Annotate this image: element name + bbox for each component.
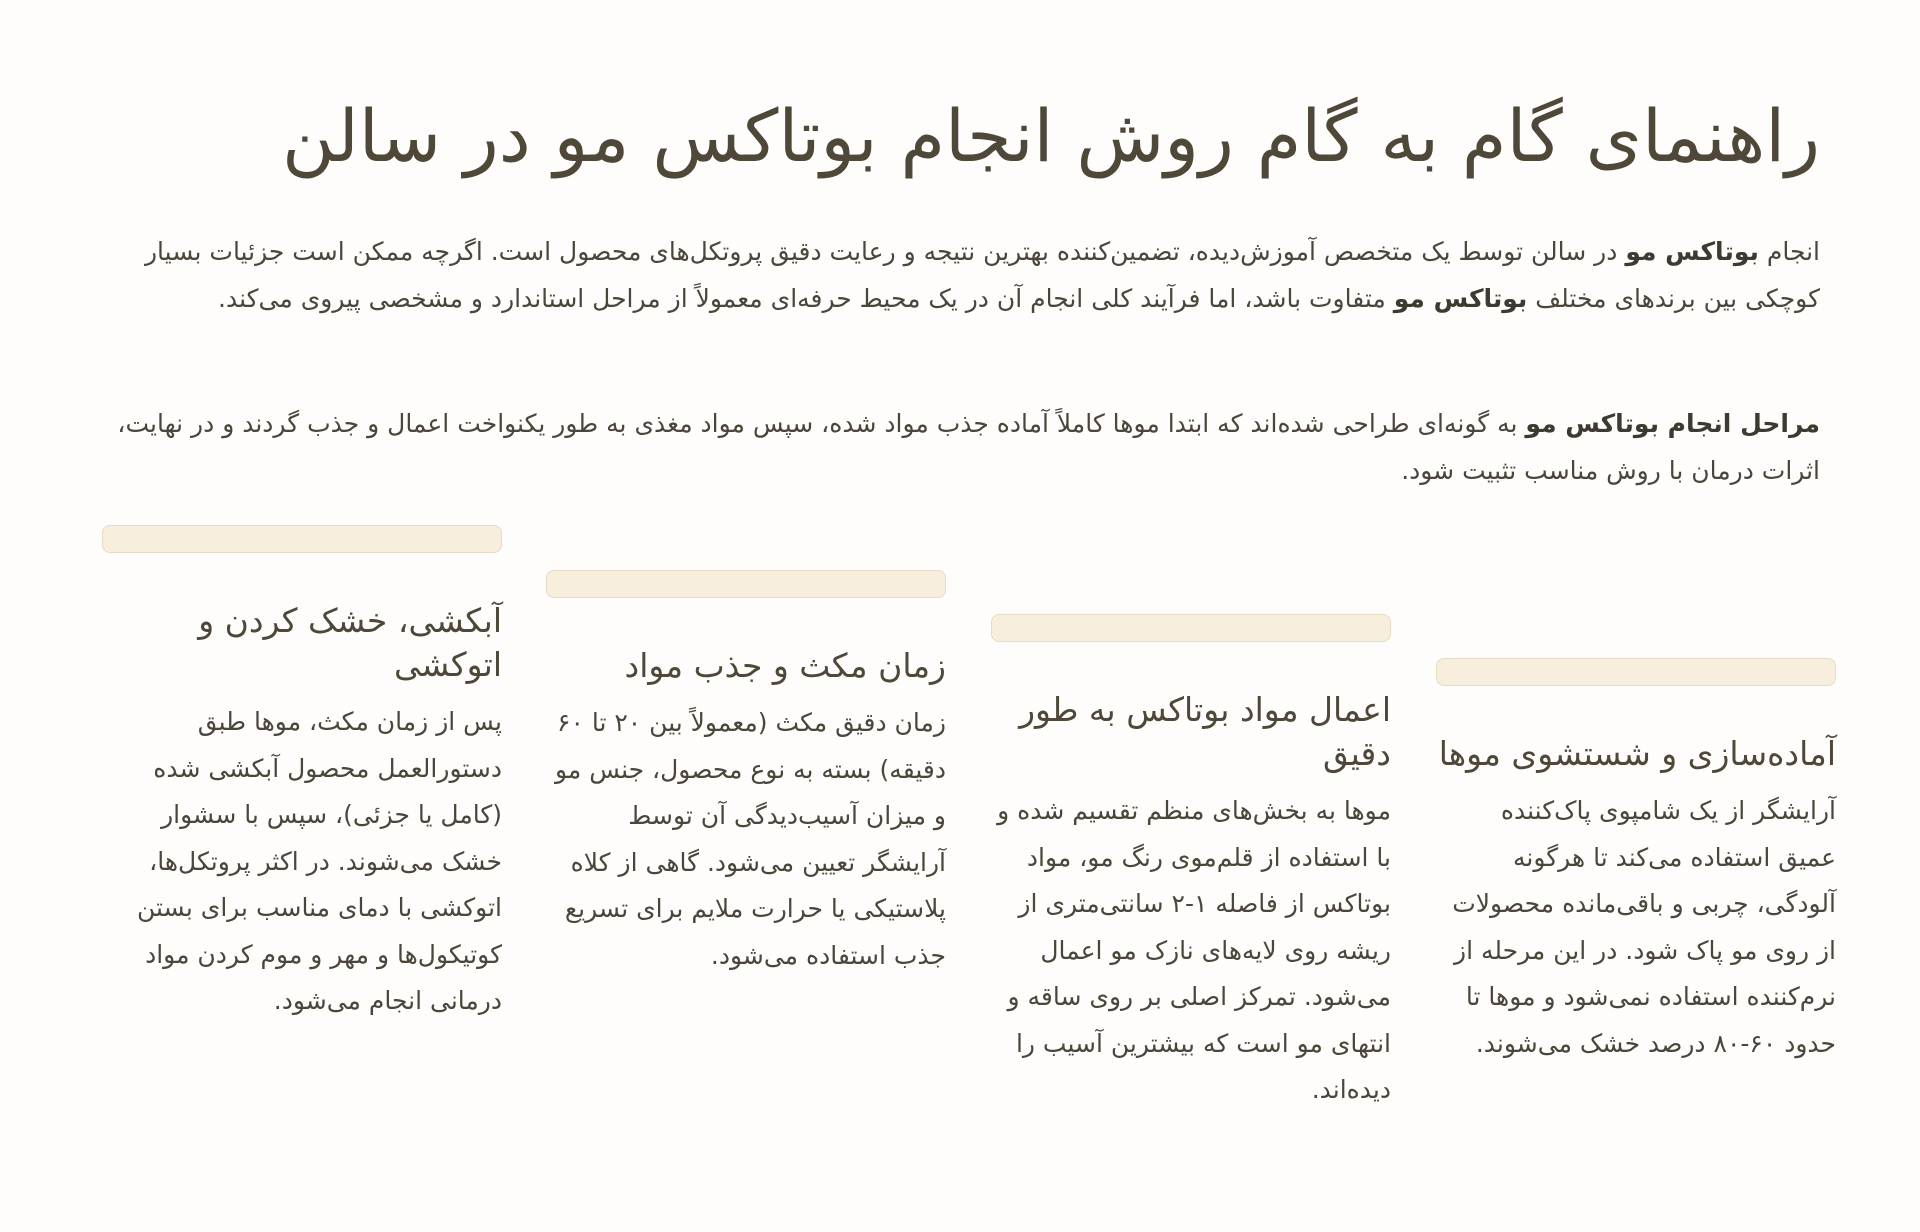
step-progress-bar [102,525,502,553]
step-description: آرایشگر از یک شامپوی پاک‌کننده عمیق استفاده می‌کند تا هرگونه آلودگی، چربی و باقی‌مانده محصولات از روی مو پاک شود. در این مرحله از نرم‌کننده استفاده نمی‌شود و موها تا حدود ۶۰-۸۰ درصد خشک می‌شوند. [1452,796,1836,1058]
intro-paragraph-2 [100,400,1820,494]
step-title: اعمال مواد بوتاکس به طور دقیق [1019,690,1391,773]
intro-paragraph-1 [100,228,1820,322]
page-title: راهنمای گام به گام روش انجام بوتاکس مو در سالن [282,94,1820,178]
step-card-1 [1436,658,1836,1067]
step-title: زمان مکث و جذب مواد [624,646,946,685]
intro-keyword: بوتاکس مو [1393,284,1528,313]
step-title: آبکشی، خشک کردن و اتوکشی [198,601,502,684]
intro-text: متفاوت باشد، اما فرآیند کلی انجام آن در یک محیط حرفه‌ای معمولاً از مراحل استاندارد و مشخصی پیروی می‌کند. [218,284,1394,313]
step-card-4 [102,525,502,1025]
intro-keyword: بوتاکس مو [1625,237,1759,266]
step-progress-bar [546,570,946,598]
step-description: زمان دقیق مکث (معمولاً بین ۲۰ تا ۶۰ دقیقه) بسته به نوع محصول، جنس مو و میزان آسیب‌دیدگی آن توسط آرایشگر تعیین می‌شود. گاهی از کلاه پلاستیکی یا حرارت ملایم برای تسریع جذب استفاده می‌شود. [554,708,946,970]
step-card-2 [991,614,1391,1114]
step-title: آماده‌سازی و شستشوی موها [1438,734,1836,773]
intro-text: انجام [1758,237,1820,266]
step-progress-bar [1436,658,1836,686]
intro-text: به گونه‌ای طراحی شده‌اند که ابتدا موها کاملاً آماده جذب مواد شده، سپس مواد مغذی به طور یکنواخت اعمال و جذب گردند و در نهایت، اثرات درمان با روش مناسب تثبیت شود. [117,409,1820,485]
intro-keyword: مراحل انجام بوتاکس مو [1525,409,1820,438]
step-description: پس از زمان مکث، موها طبق دستورالعمل محصول آبکشی شده (کامل یا جزئی)، سپس با سشوار خشک می‌شوند. در اکثر پروتکل‌ها، اتوکشی با دمای مناسب برای بستن کوتیکول‌ها و مهر و موم کردن مواد درمانی انجام می‌شود. [136,707,502,1015]
step-progress-bar [991,614,1391,642]
intro-text: در سالن توسط یک متخصص آموزش‌دیده، تضمین‌کننده بهترین نتیجه و رعایت دقیق پروتکل‌های محصول است. اگرچه ممکن است جزئیات بسیار کوچکی بین برندهای مختلف [144,237,1820,313]
step-card-3 [546,570,946,979]
step-description: موها به بخش‌های منظم تقسیم شده و با استفاده از قلم‌موی رنگ مو، مواد بوتاکس از فاصله ۱-۲ سانتی‌متری از ریشه روی لایه‌های نازک مو اعمال می‌شود. تمرکز اصلی بر روی ساقه و انتهای مو است که بیشترین آسیب را دیده‌اند. [997,796,1391,1104]
